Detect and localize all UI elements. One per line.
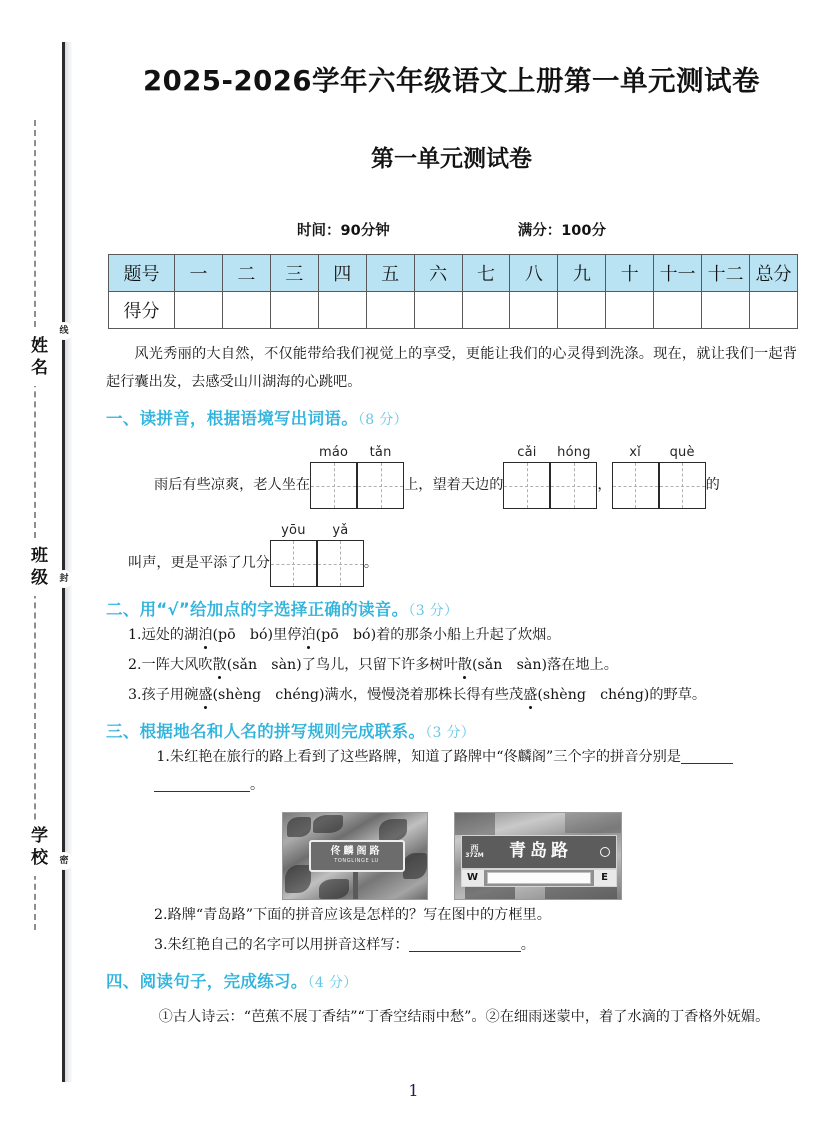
dotted-char[interactable]: 盛 — [198, 686, 213, 703]
page-title: 2025-2026学年六年级语文上册第一单元测试卷 — [143, 65, 760, 97]
score-cell-8[interactable] — [510, 292, 558, 329]
dotted-char[interactable]: 泊 — [301, 627, 316, 644]
student-school-field-label: 学校 — [20, 820, 50, 876]
pinyin-write-box[interactable] — [487, 872, 591, 884]
seal-mark-mi: 密 — [55, 852, 73, 870]
tianzige-boxes-xique[interactable] — [612, 462, 706, 509]
score-col-6: 六 — [414, 255, 462, 292]
item-p4: (shèng chéng)的野草。 — [537, 686, 707, 703]
dotted-char[interactable]: 泊 — [198, 627, 213, 644]
pinyin-labels-xique — [612, 445, 706, 460]
section-heading-3 — [106, 718, 797, 742]
student-name-field-label: 姓名 — [20, 330, 50, 386]
answer-blank[interactable] — [409, 951, 521, 952]
rail-dashed-line — [34, 120, 36, 930]
section-3-item-3 — [106, 932, 797, 960]
tianzige-cell[interactable] — [550, 462, 597, 509]
tianzige-cell[interactable] — [270, 540, 317, 587]
exam-duration: 时间：90分钟 — [297, 223, 390, 239]
score-col-11: 十一 — [654, 255, 702, 292]
qingdao-sign-circle-icon — [594, 847, 616, 857]
tonglinge-sign-pinyin: TONGLINGE LU — [334, 858, 379, 865]
tianzige-cell[interactable] — [612, 462, 659, 509]
score-table-header-row — [109, 255, 798, 292]
score-col-1: 一 — [175, 255, 223, 292]
section-3-points: （3 分） — [425, 725, 476, 742]
qingdao-west-distance: 372M — [465, 851, 484, 859]
score-cell-total[interactable] — [750, 292, 798, 329]
qingdao-sign-plate — [461, 835, 617, 869]
score-col-2: 二 — [222, 255, 270, 292]
tianzige-cell[interactable] — [357, 462, 404, 509]
score-cell-4[interactable] — [318, 292, 366, 329]
item-number: 2. — [128, 657, 142, 674]
score-col-5: 五 — [366, 255, 414, 292]
intro-paragraph: 风光秀丽的大自然，不仅能带给我们视觉上的享受，更能让我们的心灵得到洗涤。现在，就让我们一起背起行囊出发，去感受山川湖海的心跳吧。 — [106, 346, 797, 390]
score-col-3: 三 — [270, 255, 318, 292]
seal-mark-xian: 线 — [55, 322, 73, 340]
item-p2: (sǎn sàn)了鸟儿，只留下许多树叶 — [226, 657, 458, 674]
score-cell-7[interactable] — [462, 292, 510, 329]
dotted-char[interactable]: 散 — [457, 657, 472, 674]
direction-letter-e: E — [594, 870, 616, 886]
pinyin-labels-youya — [270, 523, 364, 538]
tianzige-cell[interactable] — [503, 462, 550, 509]
section-2-item-3 — [106, 682, 797, 710]
pinyin-tan: tǎn — [369, 445, 392, 461]
pinyin-line1-prefix: 雨后有些凉爽，老人坐在 — [154, 477, 311, 494]
rail-line-sheen — [65, 42, 72, 1082]
tianzige-group-caihong[interactable] — [503, 445, 597, 509]
section-2-points: （3 分） — [408, 603, 459, 620]
section-3-q3-tail: 。 — [520, 936, 535, 953]
item-p0: 一阵大风吹 — [141, 657, 213, 674]
road-sign-photo-row — [106, 812, 797, 900]
section-3-q1-tail: 。 — [250, 777, 265, 794]
section-4-passage: ①古人诗云：“芭蕉不展丁香结”“丁香空结雨中愁”。②在细雨迷蒙中，着了水滴的丁香格外妩媚。 — [158, 1009, 770, 1026]
item-p0: 孩子用碗 — [141, 686, 199, 703]
score-col-7: 七 — [462, 255, 510, 292]
pinyin-mao: máo — [318, 445, 349, 461]
score-col-8: 八 — [510, 255, 558, 292]
pinyin-hong: hóng — [557, 445, 591, 461]
dotted-char[interactable]: 散 — [212, 657, 227, 674]
exam-meta — [106, 219, 797, 240]
section-3-q1-text: 1.朱红艳在旅行的路上看到了这些路牌，知道了路牌中“佟麟阁”三个字的拼音分别是 — [156, 749, 681, 766]
pinyin-line2-prefix: 叫声，更是平添了几分 — [128, 555, 270, 572]
section-2-item-1 — [106, 622, 797, 650]
qingdao-road-sign-photo — [454, 812, 622, 900]
pinyin-cai: cǎi — [517, 445, 537, 461]
score-table — [108, 254, 798, 329]
section-1-points: （8 分） — [358, 412, 408, 429]
tianzige-boxes-caihong[interactable] — [503, 462, 597, 509]
section-4-title: 四、阅读句子，完成练习。 — [106, 972, 308, 992]
pinyin-que: què — [669, 445, 695, 461]
student-class-field-label: 班级 — [20, 540, 50, 596]
score-col-total: 总分 — [750, 255, 798, 292]
qingdao-sign-pinyin-strip — [461, 869, 617, 887]
qingdao-sign-west-marker — [462, 844, 488, 860]
score-cell-1[interactable] — [175, 292, 223, 329]
score-cell-5[interactable] — [366, 292, 414, 329]
tianzige-group-youya[interactable] — [270, 523, 364, 587]
section-heading-2 — [106, 596, 797, 620]
score-col-12: 十二 — [702, 255, 750, 292]
section-3-q3-text: 3.朱红艳自己的名字可以用拼音这样写： — [154, 936, 409, 953]
tianzige-cell[interactable] — [317, 540, 364, 587]
section-heading-1 — [106, 405, 797, 429]
direction-letter-w: W — [462, 870, 484, 886]
answer-blank[interactable] — [154, 791, 250, 792]
section-4-points: （4 分） — [307, 975, 358, 992]
section-3-item-1 — [106, 744, 797, 799]
item-p4: (sǎn sàn)落在地上。 — [471, 657, 618, 674]
score-col-9: 九 — [558, 255, 606, 292]
tonglinge-sign-chinese: 佟麟阁路 — [330, 846, 383, 858]
page-subtitle: 第一单元测试卷 — [371, 146, 532, 172]
section-3-item-2: 2.路牌“青岛路”下面的拼音应该是怎样的？写在图中的方框里。 — [154, 906, 551, 923]
score-table-header-label: 题号 — [109, 255, 175, 292]
tianzige-cell[interactable] — [659, 462, 706, 509]
pinyin-xi: xǐ — [629, 445, 641, 461]
qingdao-west-chinese: 西 — [470, 843, 479, 853]
item-number: 3. — [128, 686, 142, 703]
tonglinge-road-sign-photo — [282, 812, 428, 900]
item-number: 1. — [128, 627, 142, 644]
section-heading-4 — [106, 968, 797, 992]
item-p2: (pō bó)里停 — [212, 627, 302, 644]
score-table-value-row — [109, 292, 798, 329]
item-p2: (shèng chéng)满水，慢慢浇着那株长得有些茂 — [212, 686, 524, 703]
pinyin-line1-suffix: 的 — [705, 477, 720, 494]
score-cell-2[interactable] — [222, 292, 270, 329]
score-table-score-label: 得分 — [109, 292, 175, 329]
item-p0: 远处的湖 — [141, 627, 199, 644]
score-cell-3[interactable] — [270, 292, 318, 329]
tianzige-group-xique[interactable] — [612, 445, 706, 509]
section-3-title: 三、根据地名和人名的拼写规则完成联系。 — [106, 722, 426, 742]
score-cell-11[interactable] — [654, 292, 702, 329]
pinyin-exercise-line-1 — [154, 445, 797, 509]
binding-margin-rail — [0, 0, 96, 1122]
answer-blank[interactable] — [681, 763, 733, 764]
exam-total-score: 满分：100分 — [517, 223, 606, 239]
tianzige-cell[interactable] — [310, 462, 357, 509]
tianzige-boxes-youya[interactable] — [270, 540, 364, 587]
score-cell-9[interactable] — [558, 292, 606, 329]
pinyin-ya: yǎ — [332, 523, 349, 539]
section-2-item-2 — [106, 652, 797, 680]
tianzige-boxes-maotan[interactable] — [310, 462, 404, 509]
section-1-title: 一、读拼音，根据语境写出词语。 — [106, 409, 358, 429]
pinyin-line1-comma: ， — [597, 477, 612, 494]
section-2-title: 二、用“√”给加点的字选择正确的读音。 — [106, 600, 409, 620]
pinyin-exercise-line-2 — [128, 523, 797, 587]
pinyin-labels-maotan — [310, 445, 404, 460]
score-col-4: 四 — [318, 255, 366, 292]
sign-post — [353, 872, 358, 900]
seal-mark-feng: 封 — [55, 570, 73, 588]
item-p4: (pō bó)着的那条小船上升起了炊烟。 — [315, 627, 561, 644]
dotted-char[interactable]: 盛 — [523, 686, 538, 703]
qingdao-sign-chinese: 青岛路 — [509, 841, 572, 862]
tianzige-group-maotan[interactable] — [310, 445, 404, 509]
pinyin-you: yōu — [281, 523, 306, 539]
page-number: 1 — [408, 1081, 419, 1100]
pinyin-line1-mid: 上，望着天边的 — [404, 477, 504, 494]
score-cell-6[interactable] — [414, 292, 462, 329]
exam-sheet — [96, 0, 827, 1122]
pinyin-labels-caihong — [503, 445, 597, 460]
score-cell-10[interactable] — [606, 292, 654, 329]
pinyin-line2-suffix: 。 — [363, 555, 379, 572]
score-cell-12[interactable] — [702, 292, 750, 329]
tonglinge-sign-plate — [309, 840, 405, 872]
score-col-10: 十 — [606, 255, 654, 292]
